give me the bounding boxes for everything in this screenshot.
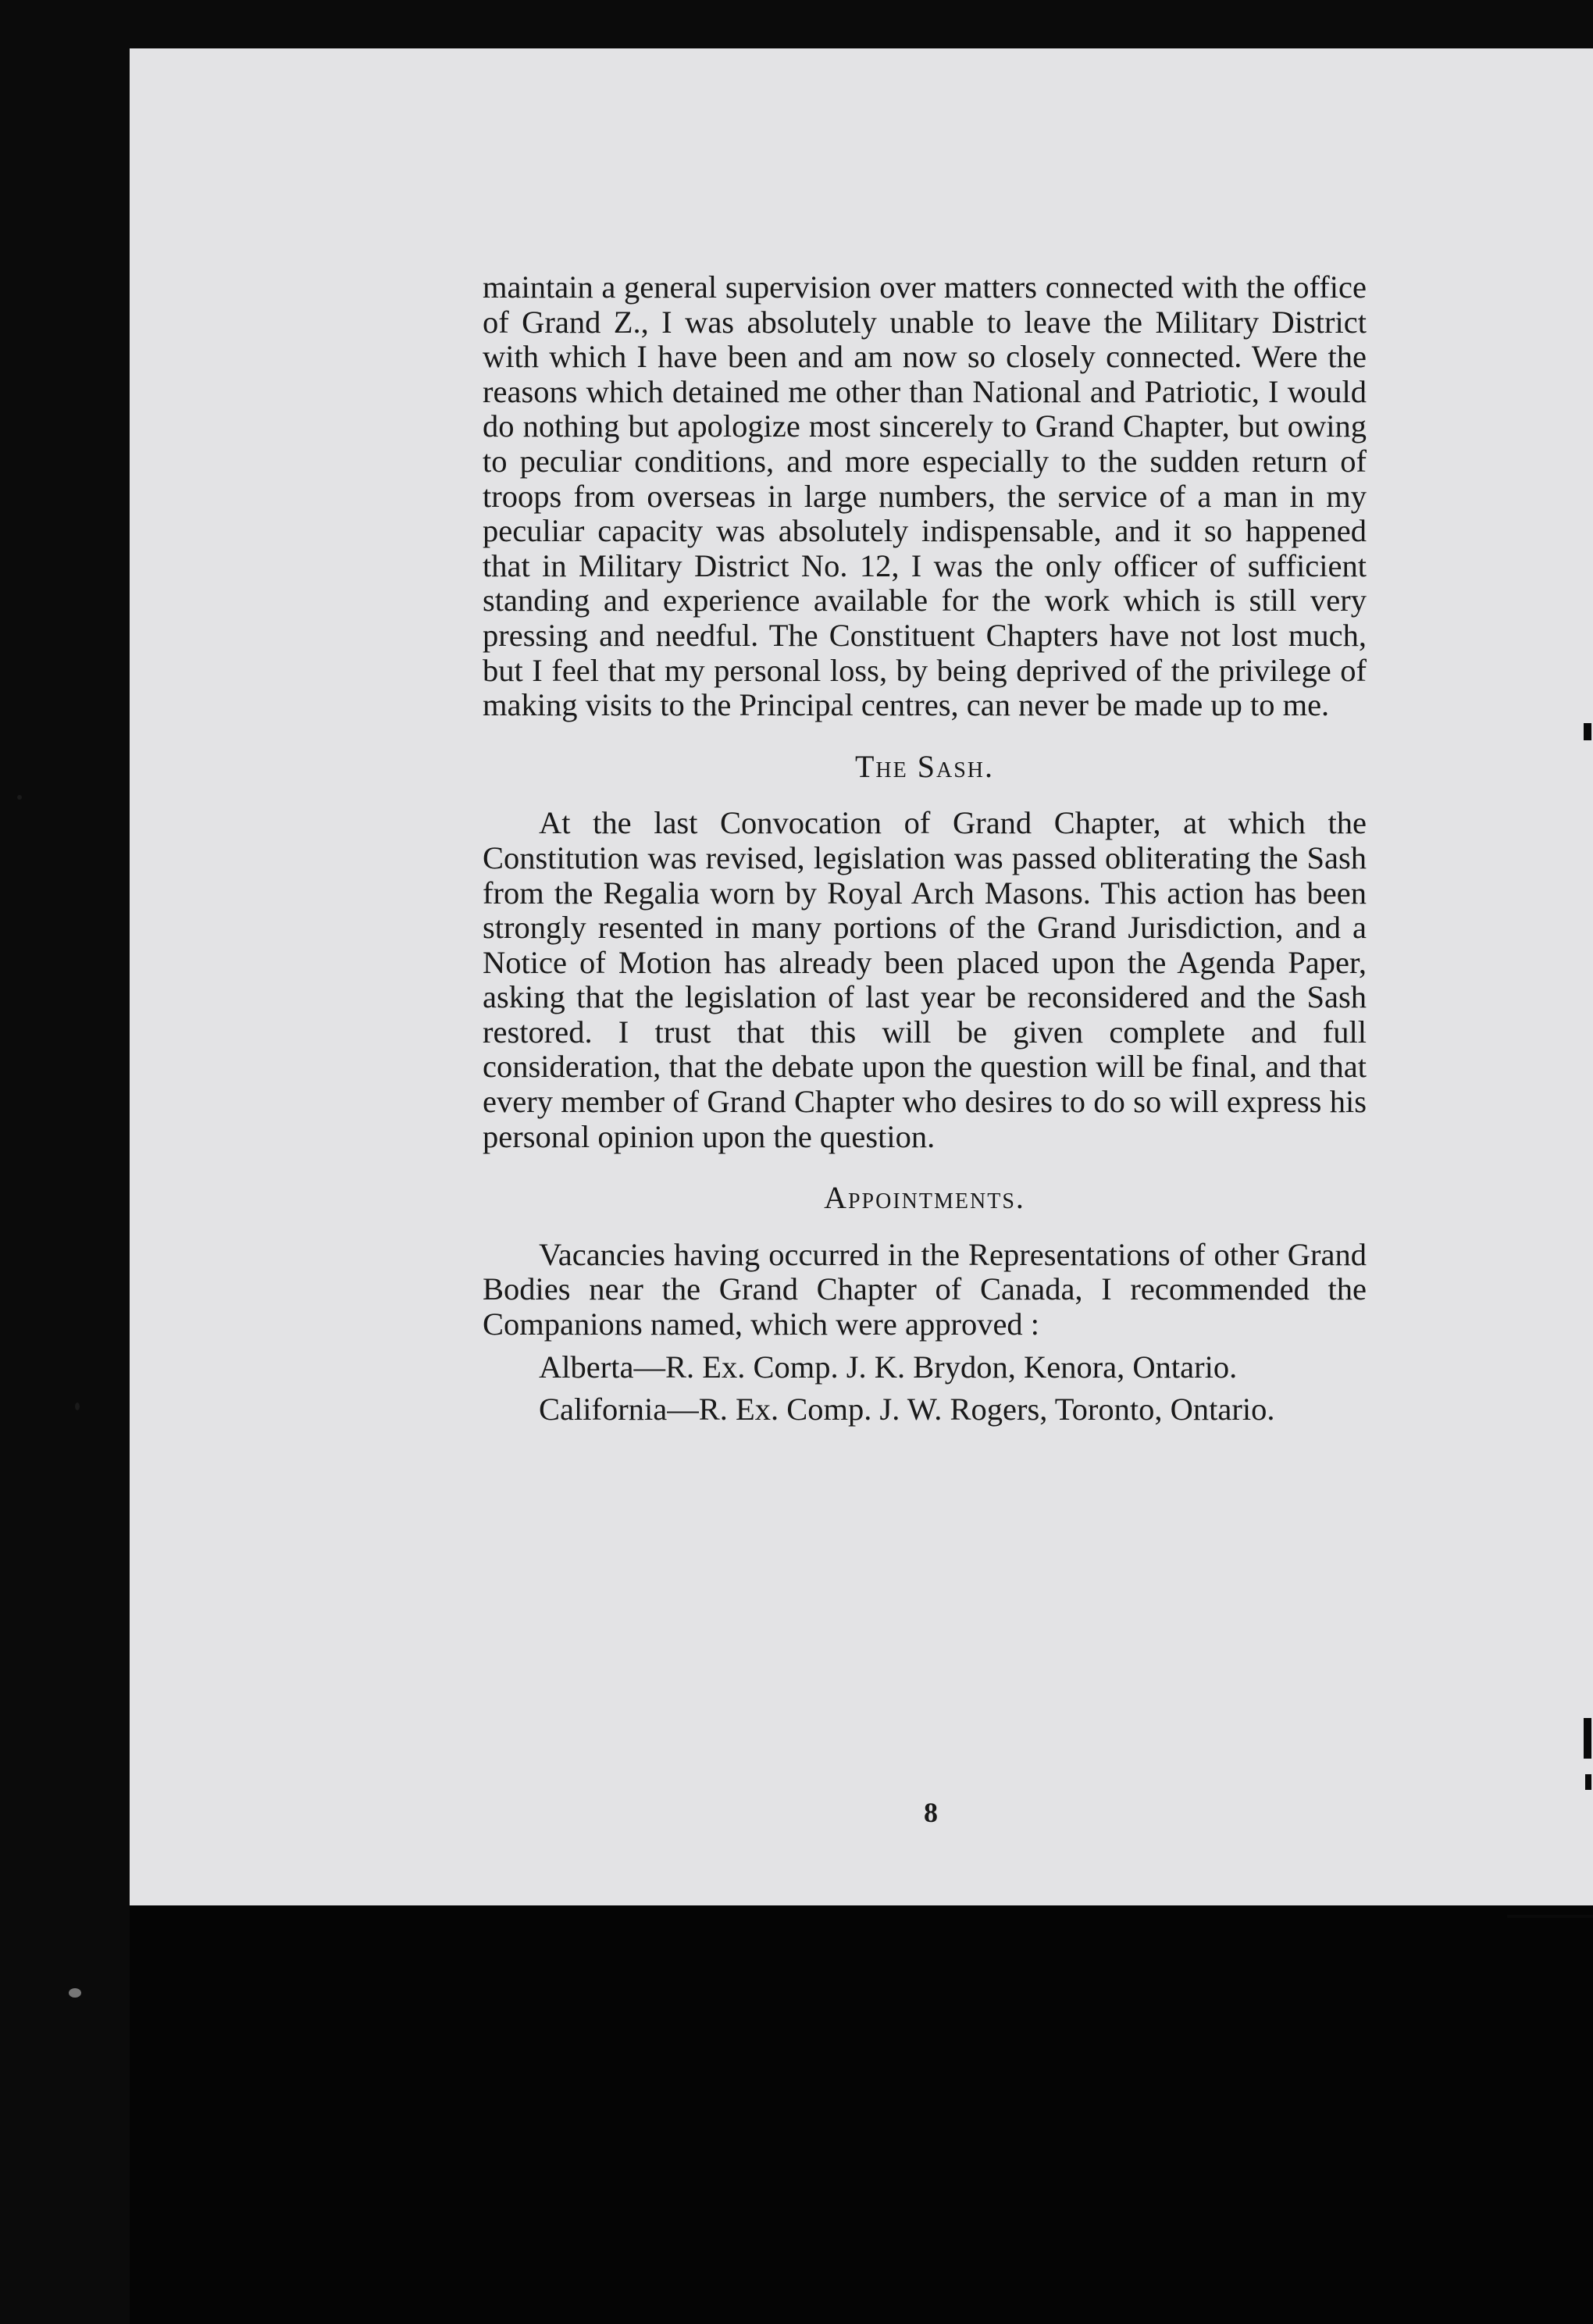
scan-edge-mark bbox=[1584, 723, 1591, 740]
paragraph-appointments: Vacancies having occurred in the Representations of other Grand Bodies near the Grand Chapter of Canada, I recommended the Companions named, which were approved : bbox=[483, 1236, 1367, 1342]
scan-speck bbox=[69, 1988, 81, 1998]
scan-edge-mark bbox=[1507, 1915, 1593, 1918]
page-number: 8 bbox=[924, 1797, 938, 1828]
appointment-entry-california: California—R. Ex. Comp. J. W. Rogers, Toronto, Ontario. bbox=[539, 1392, 1275, 1428]
paragraph-continuation: maintain a general supervision over matters connected with the office of Grand Z., I was absolutely unable to leave the Military District with which I have been and am now so closely connected. Were the reasons which detained me other than National and Patriotic, I would do nothing but apologize most sincerely to Grand Chapter, but owing to peculiar conditions, and more especially to the sudden return of troops from overseas in large numbers, the service of a man in my peculiar capacity was absolutely indispensable, and it so happened that in Military District No. 12, I was the only officer of sufficient standing and experience available for the work which is still very pressing and needful. The Constituent Chapters have not lost much, but I feel that my personal loss, by being deprived of the privilege of making visits to the Principal centres, can never be made up to me. bbox=[483, 269, 1367, 723]
scan-edge-mark bbox=[1585, 1774, 1591, 1790]
scan-speck bbox=[75, 1403, 80, 1410]
appointment-entry-alberta: Alberta—R. Ex. Comp. J. K. Brydon, Kenora, Ontario. bbox=[539, 1349, 1238, 1385]
scan-speck bbox=[17, 795, 22, 800]
section-heading-appointments: Appointments. bbox=[824, 1180, 1025, 1216]
section-heading-sash: The Sash. bbox=[854, 748, 995, 784]
page-body bbox=[483, 270, 1367, 1428]
scan-border bbox=[130, 1905, 1593, 2324]
scan-edge-mark bbox=[1584, 1718, 1591, 1759]
paragraph-sash: At the last Convocation of Grand Chapter, at which the Constitution was revised, legislation was passed obliterating the Sash from the Regalia worn by Royal Arch Masons. This action has been strongly resented in many portions of the Grand Jurisdiction, and a Notice of Motion has already been placed upon the Agenda Paper, asking that the legislation of last year be reconsidered and the Sash restored. I trust that this will be given complete and full consideration, that the debate upon the question will be final, and that every member of Grand Chapter who desires to do so will express his personal opinion upon the question. bbox=[483, 805, 1367, 1154]
